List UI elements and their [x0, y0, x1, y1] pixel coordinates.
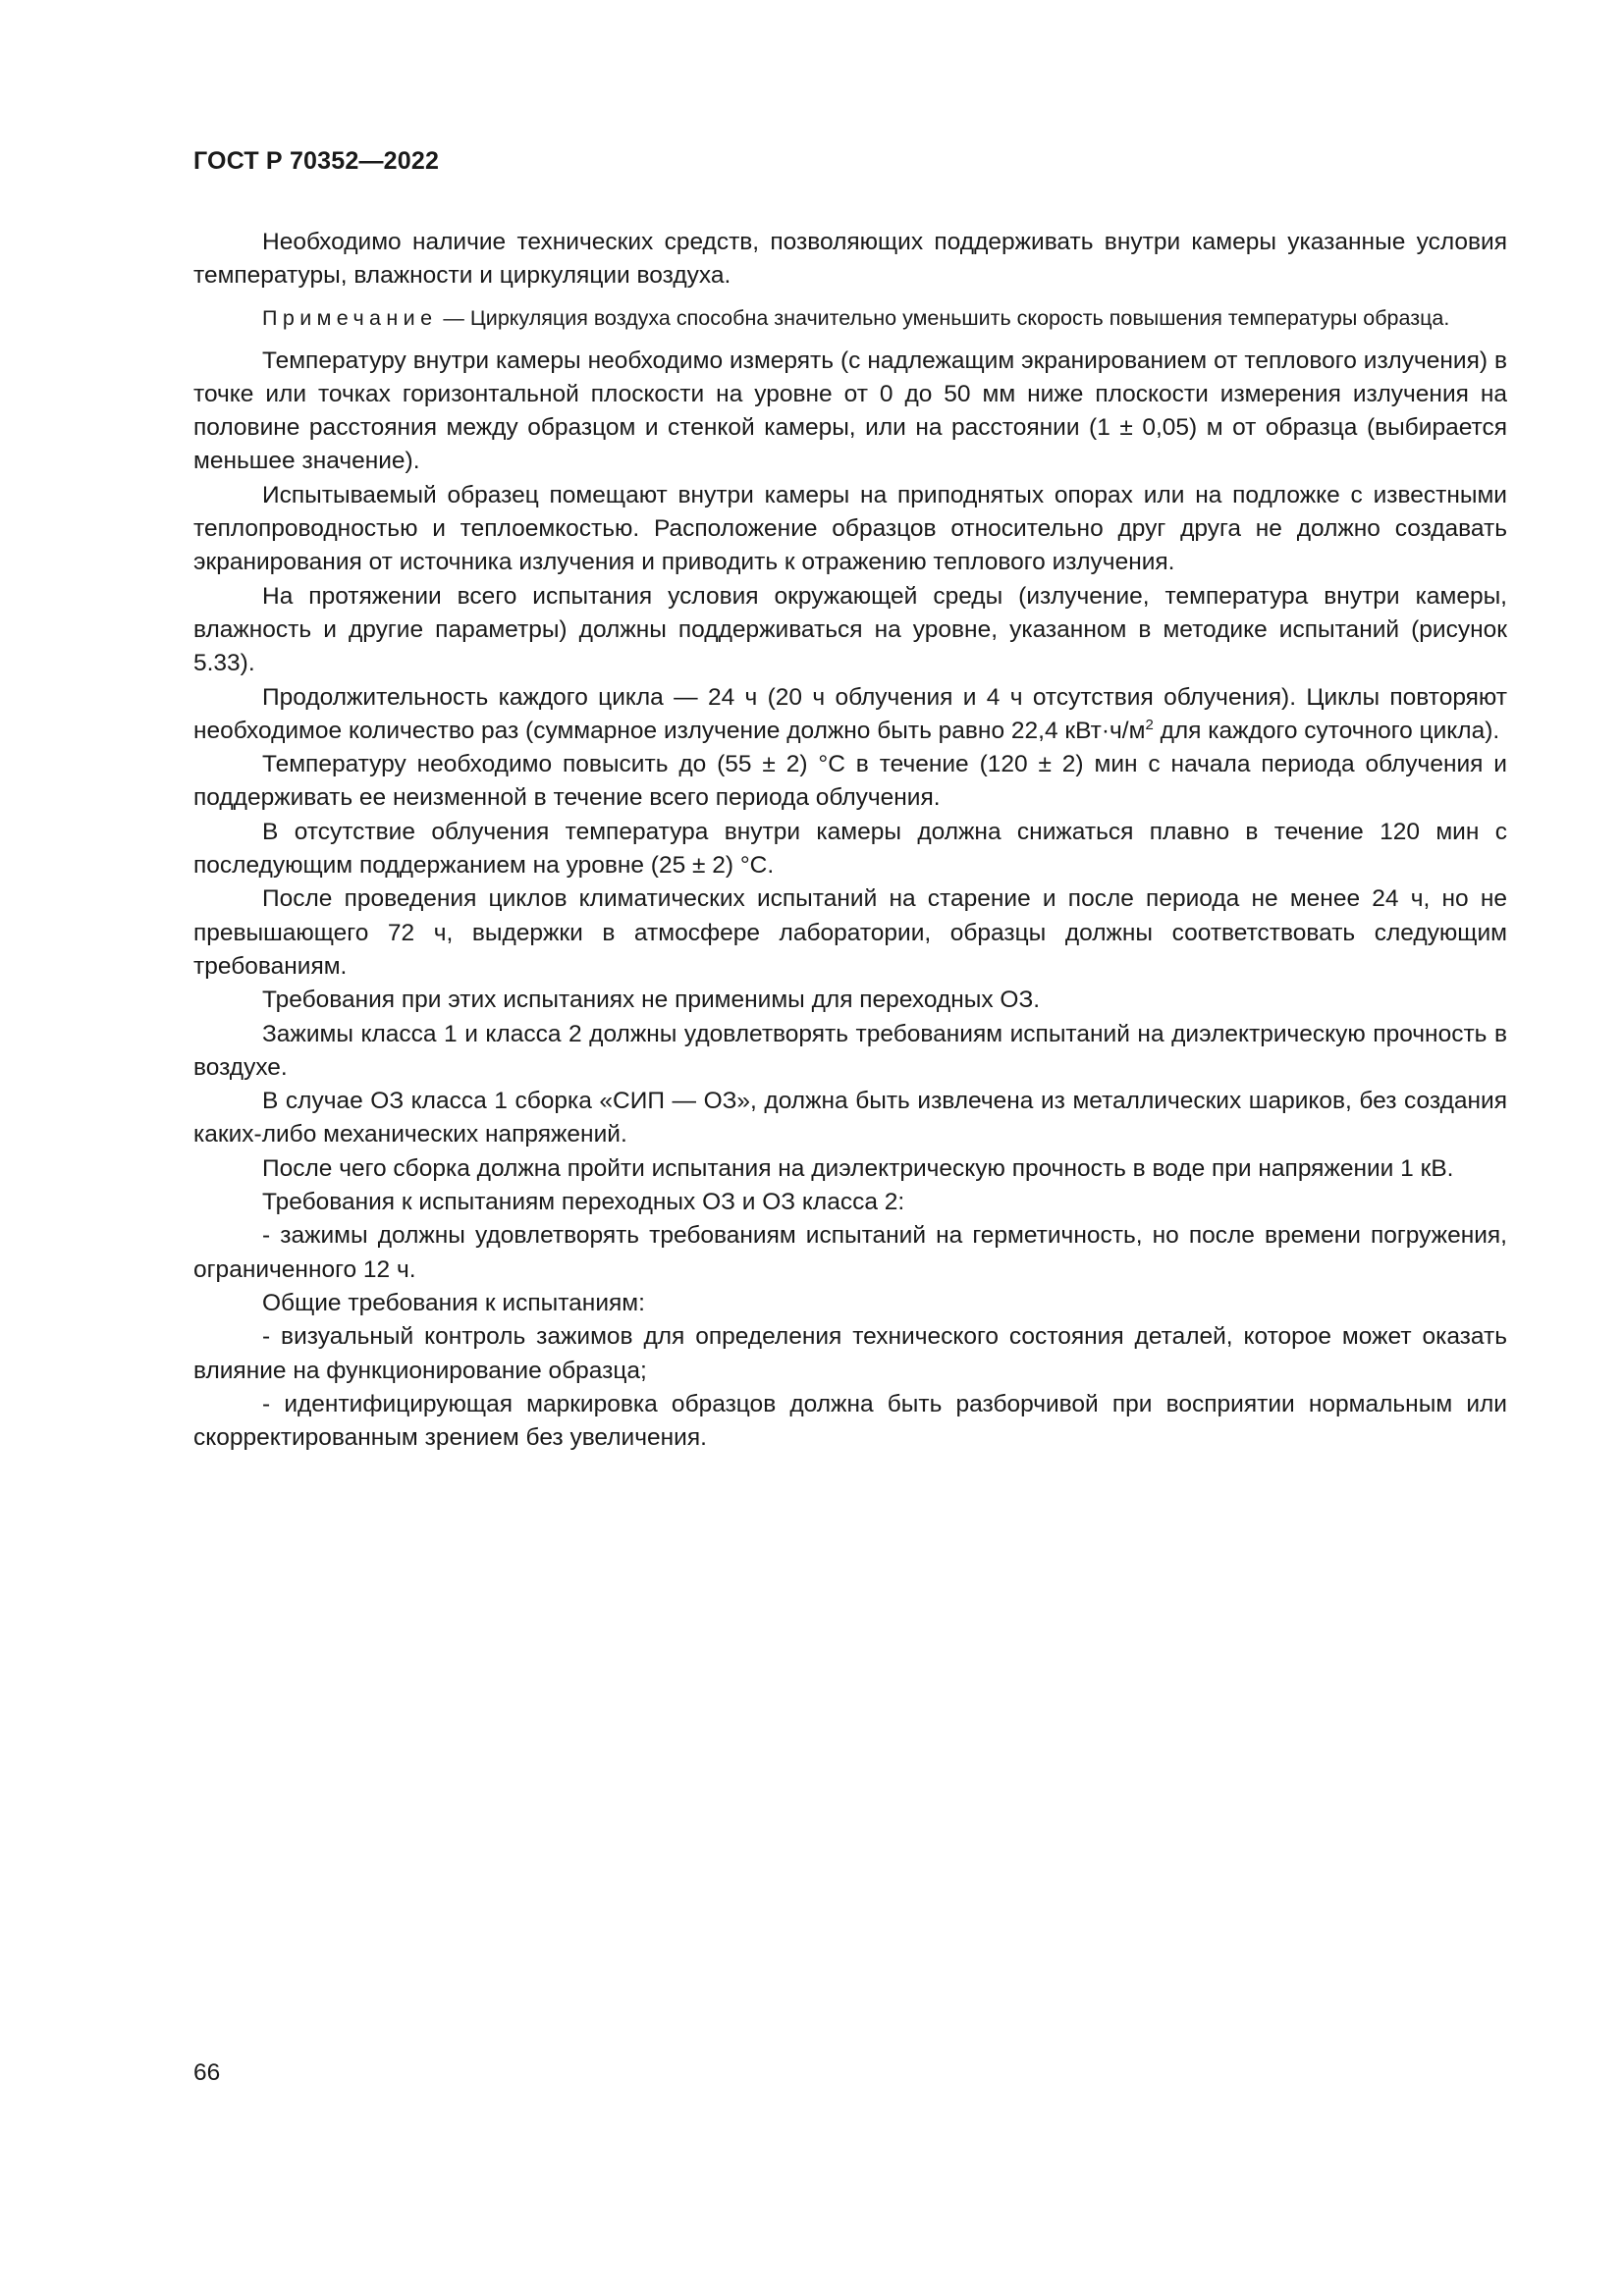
- paragraph: Испытываемый образец помещают внутри камеры на приподнятых опорах или на подложке с известными теплопроводностью и теплоемкостью. Расположение образцов относительно друг друга не должно создавать экранирования от источника излучения и приводить к отражению теплового излучения.: [193, 481, 1507, 576]
- page-number: 66: [193, 2059, 221, 2086]
- paragraph: После чего сборка должна пройти испытания на диэлектрическую прочность в воде при напряжении 1 кВ.: [262, 1154, 1454, 1182]
- paragraph: Требования при этих испытаниях не применимы для переходных ОЗ.: [262, 987, 1041, 1014]
- paragraph: В случае ОЗ класса 1 сборка «СИП — ОЗ», должна быть извлечена из металлических шариков, без создания каких-либо механических напряжений.: [193, 1088, 1507, 1148]
- paragraph: Зажимы класса 1 и класса 2 должны удовлетворять требованиям испытаний на диэлектрическую прочность в воздухе.: [193, 1020, 1507, 1081]
- list-item: - идентифицирующая маркировка образцов должна быть разборчивой при восприятии нормальным или скорректированным зрением без увеличения.: [193, 1390, 1507, 1452]
- note-label: Примечание: [262, 305, 438, 330]
- paragraph: Требования к испытаниям переходных ОЗ и ОЗ класса 2:: [262, 1189, 905, 1216]
- paragraph: [193, 681, 1507, 749]
- paragraph: На протяжении всего испытания условия окружающей среды (излучение, температура внутри камеры, влажность и другие параметры) должны поддерживаться на уровне, указанном в методике испытаний (рисунок 5.33).: [193, 582, 1507, 677]
- document-code-header: ГОСТ Р 70352—2022: [193, 147, 440, 175]
- paragraph-text: для каждого суточного цикла).: [1153, 717, 1500, 744]
- note-text: — Циркуляция воздуха способна значительно уменьшить скорость повышения температуры образца.: [437, 305, 1450, 330]
- document-body: [193, 226, 1507, 1455]
- list-item: - зажимы должны удовлетворять требованиям испытаний на герметичность, но после времени погружения, ограниченного 12 ч.: [193, 1222, 1507, 1283]
- list-item: - визуальный контроль зажимов для определения технического состояния деталей, которое может оказать влияние на функционирование образца;: [193, 1323, 1507, 1384]
- paragraph-text: Продолжительность каждого цикла — 24 ч (20 ч облучения и 4 ч отсутствия облучения). Циклы повторяют необходимое количество раз (суммарное излучение должно быть равно 22,4 кВт·ч/м: [193, 683, 1507, 744]
- paragraph: Общие требования к испытаниям:: [262, 1289, 645, 1316]
- paragraph: Необходимо наличие технических средств, позволяющих поддерживать внутри камеры указанные условия температуры, влажности и циркуляции воздуха.: [193, 229, 1507, 290]
- note-paragraph: [193, 303, 1507, 333]
- paragraph: После проведения циклов климатических испытаний на старение и после периода не менее 24 ч, но не превышающего 72 ч, выдержки в атмосфере лаборатории, образцы должны соответствовать следующим требованиям.: [193, 885, 1507, 980]
- superscript: 2: [1145, 716, 1154, 733]
- paragraph: В отсутствие облучения температура внутри камеры должна снижаться плавно в течение 120 мин с последующим поддержанием на уровне (25 ± 2) °С.: [193, 818, 1507, 880]
- paragraph: Температуру внутри камеры необходимо измерять (с надлежащим экранированием от теплового излучения) в точке или точках горизонтальной плоскости на уровне от 0 до 50 мм ниже плоскости измерения излучения на половине расстояния между образцом и стенкой камеры, или на расстоянии (1 ± 0,05) м от образца (выбирается меньшее значение).: [193, 347, 1507, 475]
- paragraph: Температуру необходимо повысить до (55 ± 2) °С в течение (120 ± 2) мин с начала периода облучения и поддерживать ее неизменной в течение всего периода облучения.: [193, 751, 1507, 812]
